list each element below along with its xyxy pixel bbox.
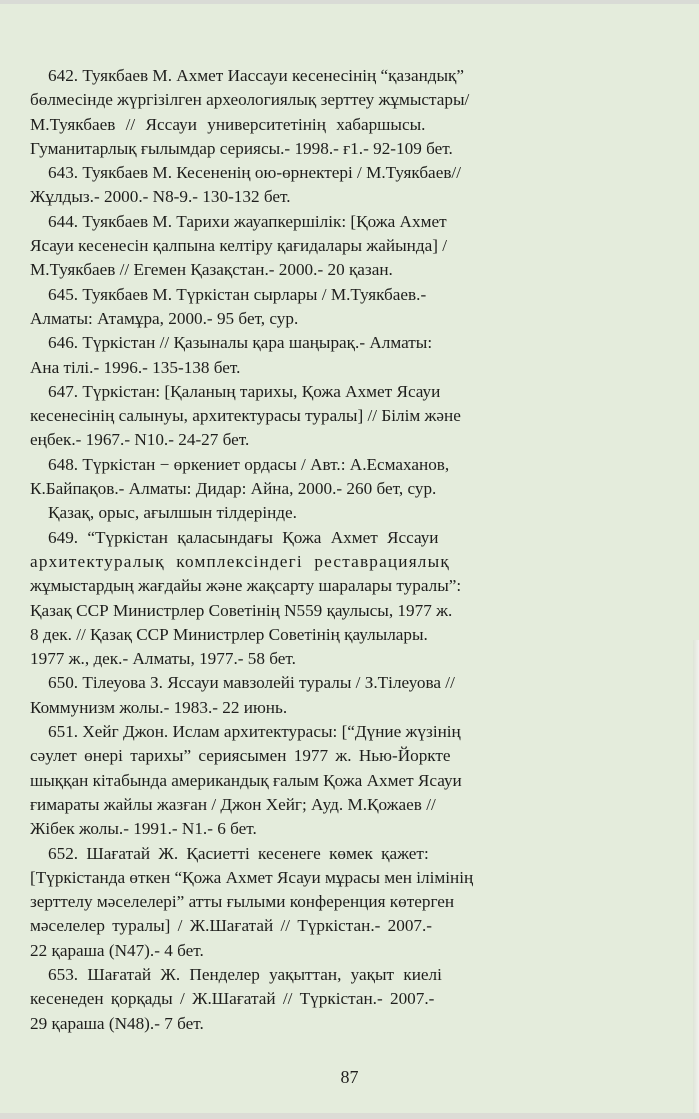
bibliography-entry-653 <box>30 963 597 1036</box>
bibliography-entry-648 <box>30 453 597 526</box>
bibliography-entry-643 <box>30 161 597 210</box>
entry-line: 647. Түркістан: [Қаланың тарихы, Қожа Ахмет Ясауи <box>48 381 441 401</box>
entry-line: Гуманитарлық ғылымдар сериясы.- 1998.- ғ1.- 92-109 бет. <box>30 138 453 158</box>
entry-line: мәселелер туралы] / Ж.Шағатай // Түркістан.- 2007.- <box>30 916 433 936</box>
entry-note-line: Қазақ, орыс, ағылшын тілдерінде. <box>48 503 297 523</box>
entry-line: еңбек.- 1967.- N10.- 24-27 бет. <box>30 430 250 450</box>
entry-line: 22 қараша (N47).- 4 бет. <box>30 940 204 960</box>
bibliography-entry-652 <box>30 842 597 963</box>
entry-line: сәулет өнері тарихы” сериясымен 1977 ж. Нью-Йоркте <box>30 746 451 766</box>
entry-line: Ясауи кесенесін қалпына келтіру қағидалары жайында] / <box>30 236 448 256</box>
entry-line: 651. Хейг Джон. Ислам архитектурасы: [“Дүние жүзінің <box>48 722 461 742</box>
entry-line: 652. Шағатай Ж. Қасиетті кесенеге көмек қажет: <box>48 843 429 863</box>
scan-bottom-edge <box>0 1113 699 1119</box>
entry-line: кесенеден қорқады / Ж.Шағатай // Түркістан.- 2007.- <box>30 989 435 1009</box>
entry-line: жұмыстардың жағдайы және жақсарту шаралары туралы”: <box>30 576 462 596</box>
scan-right-edge <box>693 640 699 1119</box>
entry-line: 648. Түркістан − өркениет ордасы / Авт.: А.Есмаханов, <box>48 454 450 474</box>
entry-line: [Түркістанда өткен “Қожа Ахмет Ясауи мұрасы мен ілімінің <box>30 867 474 887</box>
entry-line: архитектуралық комплексіндегі реставрациялық <box>30 551 450 571</box>
entry-line: М.Туякбаев // Яссауи университетінің хабаршысы. <box>30 114 426 134</box>
entry-line: 644. Туякбаев М. Тарихи жауапкершілік: [Қожа Ахмет <box>48 211 447 231</box>
entry-line: Жібек жолы.- 1991.- N1.- 6 бет. <box>30 819 257 839</box>
entry-line: ғимараты жайлы жазған / Джон Хейг; Ауд. М.Қожаев // <box>30 794 436 814</box>
entry-line: Жұлдыз.- 2000.- N8-9.- 130-132 бет. <box>30 187 291 207</box>
entry-line: 29 қараша (N48).- 7 бет. <box>30 1013 204 1033</box>
entry-line: 650. Тілеуова З. Яссауи мавзолейі туралы / З.Тілеуова // <box>48 673 455 693</box>
entry-line: М.Туякбаев // Егемен Қазақстан.- 2000.- 20 қазан. <box>30 260 393 280</box>
bibliography-entry-649 <box>30 526 597 672</box>
entry-line: 646. Түркістан // Қазыналы қара шаңырақ.- Алматы: <box>48 333 433 353</box>
entry-line: К.Байпақов.- Алматы: Дидар: Айна, 2000.- 260 бет, сур. <box>30 479 437 499</box>
entry-line: Қазақ ССР Министрлер Советінің N559 қаулысы, 1977 ж. <box>30 600 453 620</box>
entry-line: 8 дек. // Қазақ ССР Министрлер Советінің қаулылары. <box>30 624 428 644</box>
bibliography-entry-651 <box>30 720 597 841</box>
bibliography-entry-642 <box>30 64 597 161</box>
entry-line: кесенесінің салынуы, архитектурасы туралы] // Білім және <box>30 406 461 426</box>
bibliography-entry-650 <box>30 671 597 720</box>
entry-line: 1977 ж., дек.- Алматы, 1977.- 58 бет. <box>30 649 296 669</box>
entry-line: бөлмесінде жүргізілген археологиялық зерттеу жұмыстары/ <box>30 90 470 110</box>
entry-line: 653. Шағатай Ж. Пенделер уақыттан, уақыт киелі <box>48 964 442 984</box>
bibliography-entry-646 <box>30 331 597 380</box>
entry-line: зерттелу мәселелері” атты ғылыми конференция көтерген <box>30 892 455 912</box>
entry-line: Коммунизм жолы.- 1983.- 22 июнь. <box>30 697 288 717</box>
bibliography-entry-647 <box>30 380 597 453</box>
entry-line: 645. Туякбаев М. Түркістан сырлары / М.Туякбаев.- <box>48 284 427 304</box>
entry-line: 649. “Түркістан қаласындағы Қожа Ахмет Яссауи <box>48 527 439 547</box>
entry-line: 643. Туякбаев М. Кесененің ою-өрнектері / М.Туякбаев// <box>48 163 461 183</box>
entry-line: Ана тілі.- 1996.- 135-138 бет. <box>30 357 241 377</box>
entry-line: 642. Туякбаев М. Ахмет Иассауи кесенесінің “қазандық” <box>48 66 465 85</box>
scan-top-edge <box>0 0 699 4</box>
entry-line: шыққан кітабында американдық ғалым Қожа Ахмет Ясауи <box>30 770 462 790</box>
bibliography-entry-645 <box>30 283 597 332</box>
bibliography-page <box>30 64 597 1036</box>
page-number: 87 <box>340 1067 359 1087</box>
entry-line: Алматы: Атамұра, 2000.- 95 бет, сур. <box>30 308 299 328</box>
bibliography-entry-644 <box>30 210 597 283</box>
